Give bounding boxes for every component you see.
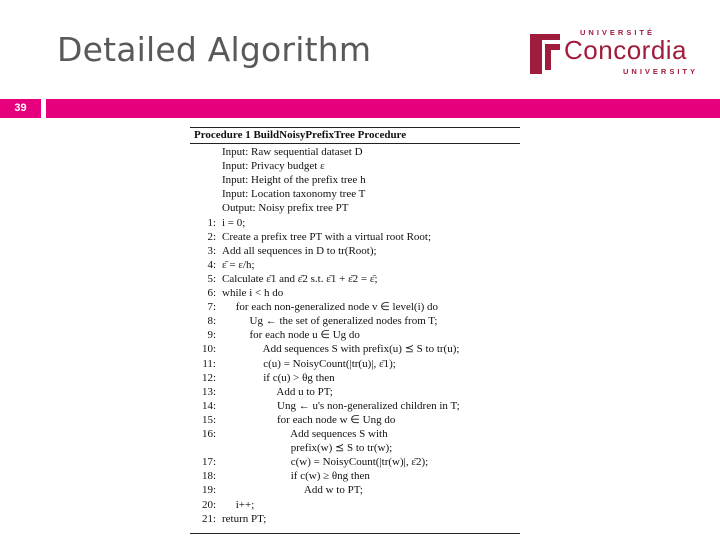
algorithm-line-text: Add sequences S with prefix(u) ⪯ S to tr(u);	[222, 343, 460, 356]
algorithm-line-number: 5:	[207, 272, 216, 285]
algorithm-line	[194, 231, 431, 244]
slide-number: 39	[14, 102, 27, 114]
algorithm-line	[194, 386, 333, 399]
algorithm-line-text: c(u) = NoisyCount(|tr(u)|, ε̄1);	[222, 357, 396, 370]
algorithm-line-text: Add all sequences in D to tr(Root);	[222, 244, 377, 257]
algorithm-line-text: Calculate ε̄1 and ε̄2 s.t. ε̄1 + ε̄2 = ε̄;	[222, 272, 378, 285]
algorithm-line-number: 9:	[207, 329, 216, 342]
algorithm-line-text: if c(u) > θg then	[222, 371, 335, 384]
algorithm-line-number: 3:	[207, 244, 216, 257]
algorithm-line-number: 11:	[202, 357, 216, 370]
algorithm-line	[194, 442, 392, 455]
algorithm-line-text: prefix(w) ⪯ S to tr(w);	[222, 442, 393, 455]
algorithm-line	[194, 188, 365, 201]
algorithm-line	[194, 414, 395, 427]
algorithm-line	[194, 358, 396, 371]
slide-title: Detailed Algorithm	[57, 30, 372, 69]
concordia-logo	[528, 28, 713, 80]
algorithm-line-number: 1:	[207, 216, 216, 229]
algorithm-bottom-rule	[190, 533, 520, 534]
algorithm-line-number: 20:	[201, 498, 216, 511]
algorithm-line	[194, 217, 245, 230]
algorithm-top-rule	[190, 127, 520, 128]
algorithm-line	[194, 202, 348, 215]
algorithm-line-text: Add u to PT;	[222, 385, 333, 398]
algorithm-line	[194, 499, 254, 512]
algorithm-line	[194, 428, 388, 441]
algorithm-line-number: 6:	[207, 287, 216, 299]
accent-bar	[46, 99, 720, 118]
algorithm-line-number: 12:	[201, 371, 216, 384]
algorithm-line	[194, 160, 325, 173]
algorithm-line-text: return PT;	[222, 512, 267, 525]
algorithm-header-rule	[190, 143, 520, 144]
algorithm-line	[194, 470, 370, 483]
algorithm-line	[194, 146, 363, 159]
algorithm-line-text: Add w to PT;	[222, 484, 363, 497]
algorithm-box	[190, 125, 520, 535]
algorithm-line	[194, 315, 437, 328]
algorithm-line-text: for each non-generalized node v ∈ level(i) do	[222, 301, 439, 314]
algorithm-line-text: Ung ← u's non-generalized children in T;	[222, 399, 460, 412]
algorithm-line-number: 16:	[201, 428, 216, 440]
algorithm-line-text: Input: Privacy budget ε	[222, 160, 325, 173]
algorithm-line-number: 10:	[201, 343, 216, 356]
logo-top-text: UNIVERSITÉ	[580, 28, 656, 37]
algorithm-line-text: Input: Height of the prefix tree h	[222, 174, 366, 187]
algorithm-line	[194, 273, 378, 286]
algorithm-line	[194, 456, 428, 469]
algorithm-line-text: for each node u ∈ Ug do	[222, 329, 360, 342]
algorithm-line-text: if c(w) ≥ θng then	[222, 470, 370, 483]
algorithm-line-number: 21:	[201, 512, 216, 525]
algorithm-line-text: ε̄ = ε/h;	[222, 258, 255, 271]
algorithm-line-text: Ug ← the set of generalized nodes from T;	[222, 315, 438, 328]
algorithm-line-number: 4:	[207, 258, 216, 271]
algorithm-line-number: 2:	[207, 230, 216, 243]
algorithm-line-number: 17:	[201, 456, 216, 469]
algorithm-line-number: 13:	[201, 385, 216, 398]
algorithm-line-text: Input: Raw sequential dataset D	[222, 146, 363, 158]
algorithm-line-text: c(w) = NoisyCount(|tr(w)|, ε̄2);	[222, 456, 429, 469]
algorithm-line	[194, 245, 377, 258]
algorithm-line	[194, 174, 366, 187]
algorithm-line-number: 7:	[207, 301, 216, 314]
algorithm-line-text: Add sequences S with	[222, 428, 388, 440]
algorithm-line-text: i++;	[222, 498, 255, 511]
algorithm-line-number: 14:	[201, 399, 216, 412]
algorithm-line	[194, 301, 438, 314]
algorithm-line	[194, 329, 360, 342]
algorithm-line	[194, 259, 255, 272]
algorithm-line-number: 15:	[201, 413, 216, 426]
algorithm-line-text: Create a prefix tree PT with a virtual root Root;	[222, 230, 432, 243]
concordia-logo-mark-icon	[528, 30, 562, 76]
algorithm-line-text: Output: Noisy prefix tree PT	[222, 202, 349, 215]
algorithm-line	[194, 484, 363, 497]
algorithm-line-number: 8:	[207, 315, 216, 328]
algorithm-line	[194, 513, 266, 526]
algorithm-header: Procedure 1 BuildNoisyPrefixTree Procedure	[194, 129, 407, 141]
algorithm-line-text: i = 0;	[222, 216, 246, 229]
algorithm-line-text: for each node w ∈ Ung do	[222, 413, 396, 426]
algorithm-line-text: while i < h do	[222, 287, 284, 299]
logo-bottom-text: UNIVERSITY	[623, 67, 699, 76]
algorithm-line-number: 19:	[201, 484, 216, 497]
algorithm-line	[194, 372, 335, 385]
algorithm-line	[194, 400, 460, 413]
algorithm-line	[194, 343, 459, 356]
algorithm-line-number: 18:	[201, 470, 216, 483]
algorithm-line-text: Input: Location taxonomy tree T	[222, 188, 366, 201]
logo-name: Concordia	[564, 35, 688, 65]
algorithm-line	[194, 287, 283, 300]
